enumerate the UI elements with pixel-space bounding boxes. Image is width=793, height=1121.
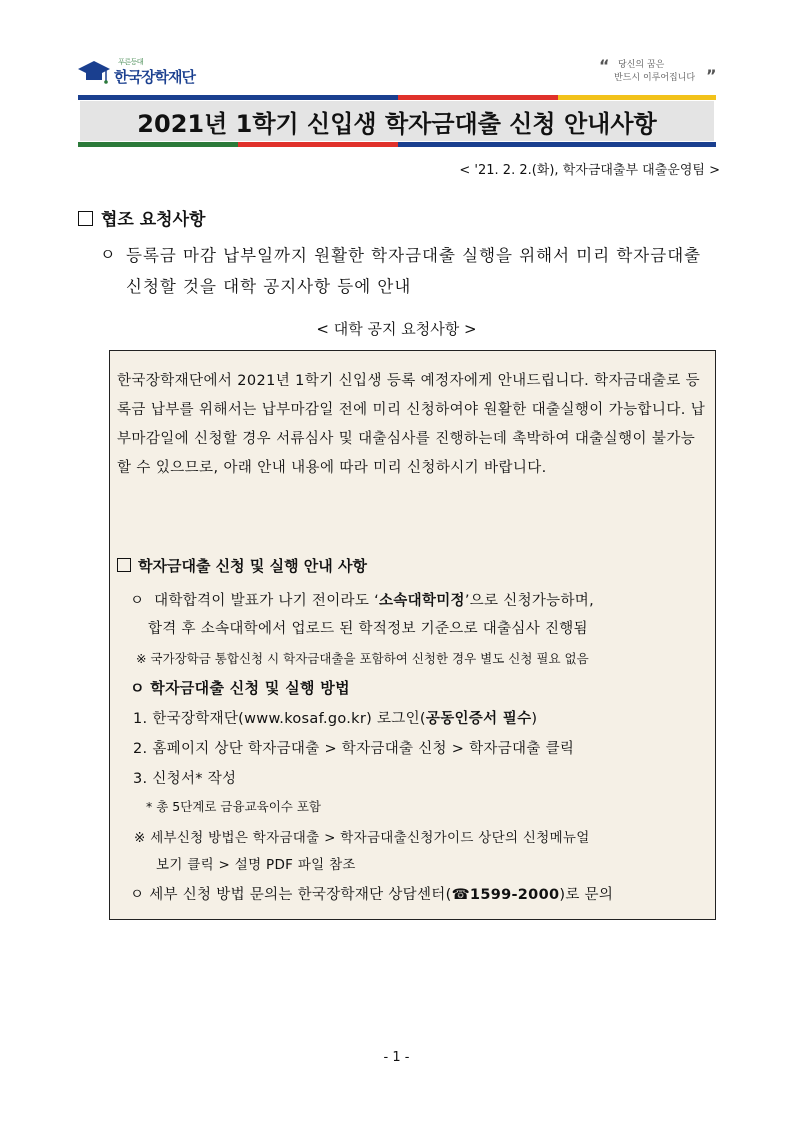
page-title: 2021년 1학기 신입생 학자금대출 신청 안내사항 bbox=[80, 101, 714, 141]
step-1 bbox=[133, 707, 537, 728]
slogan-line-1: 당신의 꿈은 bbox=[618, 60, 665, 70]
title-top-color-bar bbox=[78, 95, 716, 100]
request-paragraph: 등록금 마감 납부일까지 원활한 학자금대출 실행을 위해서 미리 학자금대출 신청할 것을 대학 공지사항 등에 안내 bbox=[126, 246, 702, 296]
item1-text-pre: 대학합격이 발표가 나기 전이라도 ‘ bbox=[154, 593, 379, 609]
method-heading: ㅇ 학자금대출 신청 및 실행 방법 bbox=[130, 679, 350, 697]
bullet-icon: ㅇ bbox=[100, 245, 116, 264]
step1-text-bold: 공동인증서 필수 bbox=[425, 711, 532, 727]
step1-text-post: ) bbox=[531, 711, 538, 727]
notice-intro: 한국장학재단에서 2021년 1학기 신입생 등록 예정자에게 안내드립니다. 학자금대출로 등록금 납부를 위해서는 납부마감일 전에 미리 신청하여야 원활한 대출실행이 가능합니다. 납부마감일에 신청할 경우 서류심사 및 대출심사를 진행하는데 촉박하여 대출실행이 불가능 할 수 있으므로, 아래 안내 내용에 따라 미리 신청하시기 바랍니다. bbox=[117, 373, 706, 476]
notice-title: < 대학 공지 요청사항 > bbox=[316, 320, 477, 338]
logo-name: 한국장학재단 bbox=[114, 68, 195, 86]
item1-text-bold: 소속대학미정 bbox=[378, 593, 465, 609]
page-number: - 1 - bbox=[383, 1050, 410, 1065]
notice-box-heading-text: 학자금대출 신청 및 실행 안내 사항 bbox=[138, 557, 367, 575]
bullet-icon: ㅇ bbox=[130, 593, 145, 609]
item1-text-post: ’으로 신청가능하며, bbox=[464, 593, 595, 609]
slogan-open-quote: “ bbox=[599, 56, 610, 75]
checkbox-square-icon bbox=[78, 211, 93, 226]
note-2-line2: 보기 클릭 > 설명 PDF 파일 참조 bbox=[156, 857, 356, 873]
item1-line2: 합격 후 소속대학에서 업로드 된 학적정보 기준으로 대출심사 진행됨 bbox=[148, 621, 588, 637]
section-heading bbox=[78, 205, 205, 230]
slogan-line-2: 반드시 이루어집니다 bbox=[614, 73, 696, 83]
step-3-note: * 총 5단계로 금융교육이수 포함 bbox=[146, 799, 321, 814]
note-2-line1: ※ 세부신청 방법은 학자금대출 > 학자금대출신청가이드 상단의 신청메뉴얼 bbox=[134, 830, 590, 846]
item1-line1 bbox=[130, 589, 594, 610]
contact-line bbox=[130, 883, 613, 904]
step-3: 3. 신청서* 작성 bbox=[133, 771, 237, 787]
step-2: 2. 홈페이지 상단 학자금대출 > 학자금대출 신청 > 학자금대출 클릭 bbox=[133, 741, 575, 757]
notice-box-heading bbox=[117, 555, 367, 576]
logo-tagline: 푸른등대 bbox=[118, 58, 144, 66]
title-bottom-color-bar bbox=[78, 142, 716, 147]
contact-text-post: )로 문의 bbox=[559, 887, 614, 903]
date-department-line: < '21. 2. 2.(화), 학자금대출부 대출운영팀 > bbox=[459, 163, 720, 178]
step1-text-pre: 1. 한국장학재단(www.kosaf.go.kr) 로그인( bbox=[133, 711, 426, 727]
note-1: ※ 국가장학금 통합신청 시 학자금대출을 포함하여 신청한 경우 별도 신청 필요 없음 bbox=[136, 651, 589, 666]
checkbox-square-icon bbox=[117, 558, 131, 572]
contact-phone: ☎1599-2000 bbox=[451, 887, 560, 903]
section-heading-text: 협조 요청사항 bbox=[101, 210, 206, 230]
slogan-close-quote: ” bbox=[706, 66, 717, 85]
contact-text-pre: ㅇ 세부 신청 방법 문의는 한국장학재단 상담센터( bbox=[130, 887, 452, 903]
